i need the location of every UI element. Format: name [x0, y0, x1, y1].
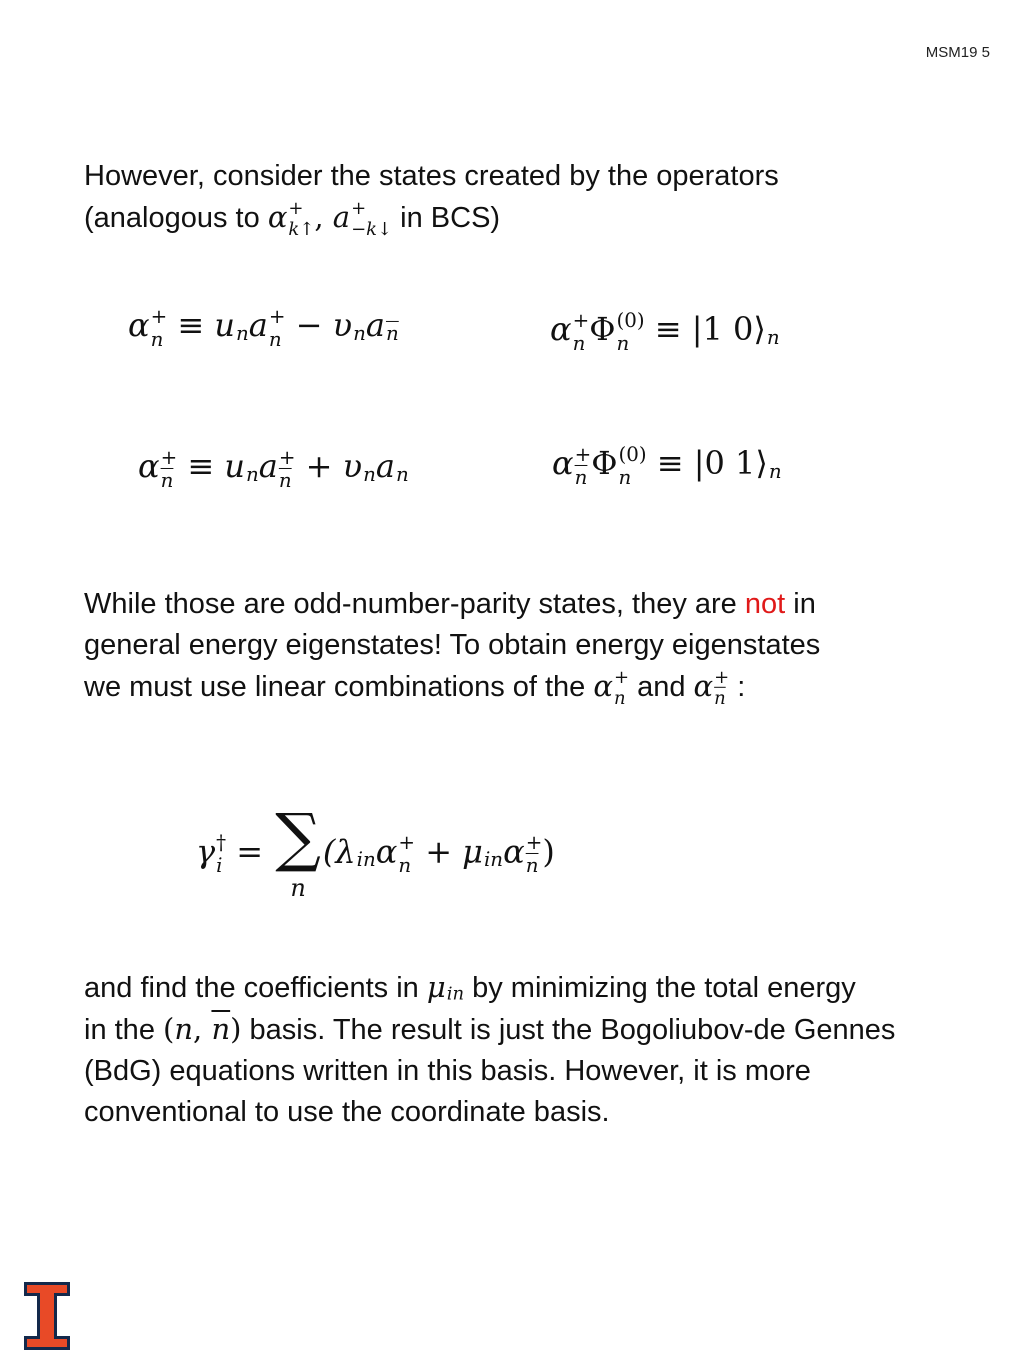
equation-state-10: α + n Φ (0) n ≡ |1 0⟩ n: [550, 308, 780, 355]
equation-state-01: α + $\overline{n}$ Φ (0) n ≡ |0 1⟩ n: [552, 442, 782, 489]
intro-line-1: However, consider the states created by the operators: [84, 160, 779, 192]
intro-paragraph: [84, 156, 964, 239]
op-a-minus-k-down: a + −k↓: [332, 198, 393, 240]
equation-gamma: γ † i = ∑ n (λ in α + n + μ in α + $\overline{n}$ ): [196, 801, 555, 902]
block-i-icon: [22, 1280, 72, 1352]
slide-number: MSM19 5: [925, 44, 990, 61]
equation-alpha-nbar: α + $\overline{n}$ ≡ u n a + $\overline{n}$ + υ n a n: [138, 445, 409, 492]
closing-line-2: in the (n, $\overline{n}$) basis. The result is just the Bogoliubov-de Gennes: [84, 1012, 896, 1046]
emphasis-not: not: [744, 588, 786, 620]
equation-alpha-n: α + n ≡ u n a + n − υ n a $\overline{n}$: [128, 304, 399, 351]
closing-line-4: conventional to use the coordinate basis.: [84, 1096, 610, 1128]
middle-line-1: While those are odd-number-parity states, they are not in: [84, 588, 816, 620]
summation-symbol: ∑ n: [275, 801, 321, 902]
middle-paragraph: [84, 584, 964, 708]
closing-paragraph: [84, 967, 964, 1133]
closing-line-3: (BdG) equations written in this basis. However, it is more: [84, 1055, 811, 1087]
basis-pair: (n, $\overline{n}$): [163, 1012, 242, 1046]
middle-line-2: general energy eigenstates! To obtain energy eigenstates: [84, 629, 821, 661]
block-i-logo: [22, 1280, 72, 1357]
op-alpha-k-up: α + k↑: [267, 198, 315, 240]
intro-line-2: (analogous to α + k↑ , a + −k↓ in BCS): [84, 198, 501, 240]
closing-line-1: and find the coefficients in μ in by minimizing the total energy: [84, 970, 856, 1005]
middle-line-3: we must use linear combinations of the α + n and α + $\overline{n}$ :: [84, 667, 746, 709]
